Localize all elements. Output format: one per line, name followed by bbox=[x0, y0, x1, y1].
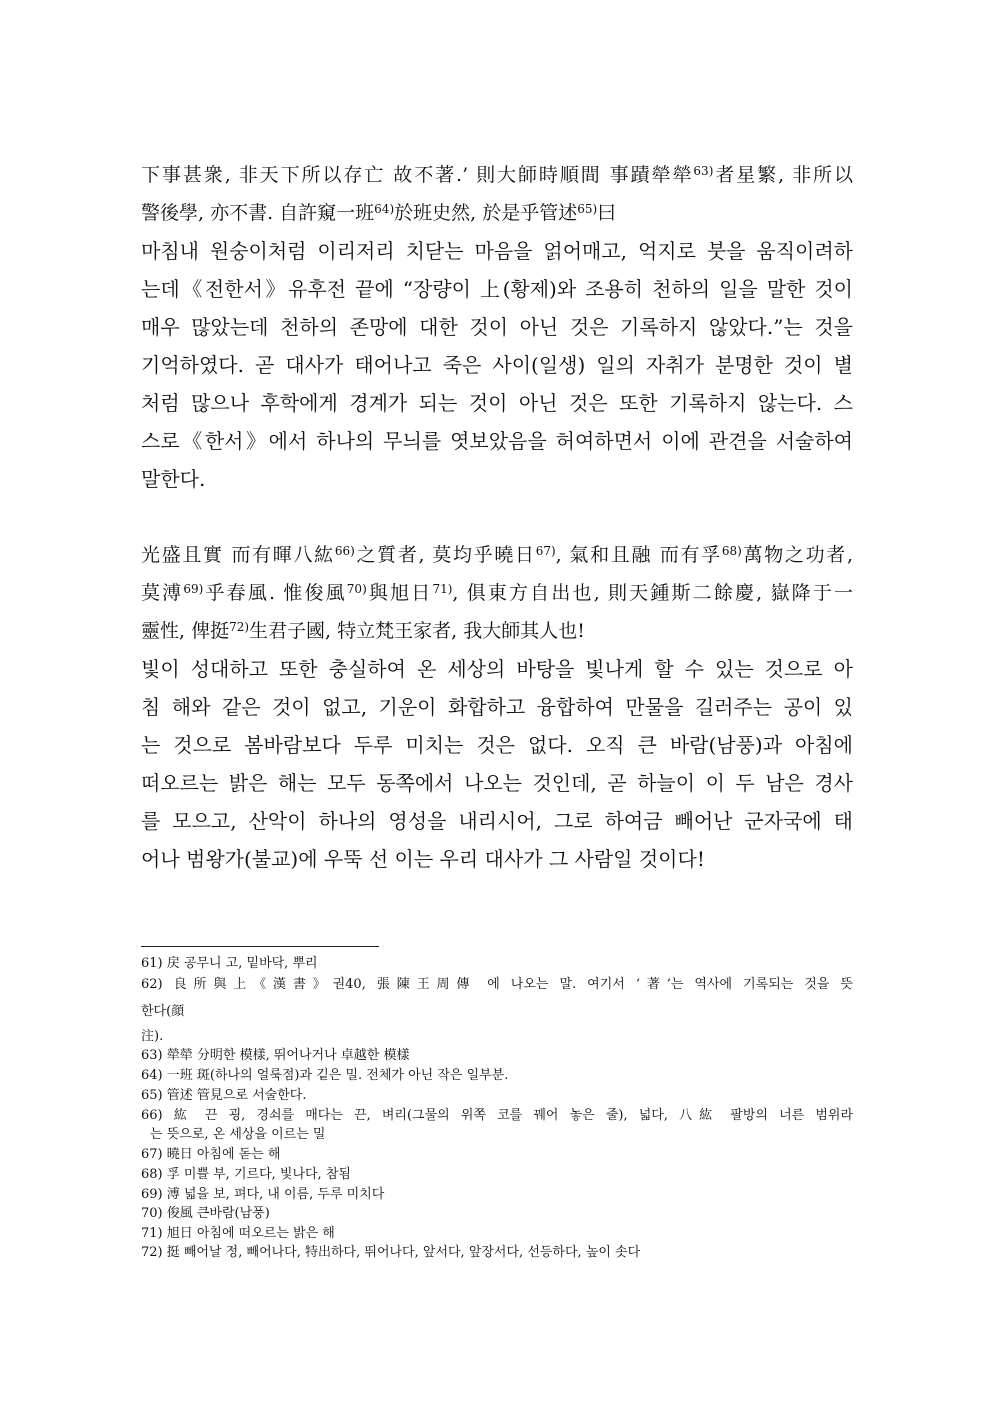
korean-text-line: 매우 많았는데 천하의 존망에 대한 것이 아닌 것은 기록하지 않았다.”는 것을 bbox=[141, 315, 853, 339]
footnote-item: 69) 溥 넓을 보, 펴다, 내 이름, 두루 미치다 bbox=[141, 1187, 385, 1202]
korean-text-line: 마침내 원숭이처럼 이리저리 치닫는 마음을 얽어매고, 억지로 붓을 움직이려하 bbox=[141, 239, 853, 263]
footnote-item: 66) 紘 끈 굉, 경쇠를 매다는 끈, 벼리(그물의 위쪽 코를 꿰어 놓은 줄), 넓다, 八紘 팔방의 너른 범위라 bbox=[141, 1108, 853, 1123]
korean-text-line: 말한다. bbox=[141, 467, 206, 491]
footnote-item: 61) 戻 공무니 고, 밑바닥, 뿌리 bbox=[141, 956, 318, 971]
korean-text-line: 는 것으로 봄바람보다 두루 미치는 것은 없다. 오직 큰 바람(남풍)과 아침에 bbox=[141, 733, 853, 757]
footnote-item: 68) 孚 미쁠 부, 기르다, 빛나다, 참됨 bbox=[141, 1167, 351, 1182]
footnote-item: 67) 曉日 아침에 돋는 해 bbox=[141, 1147, 281, 1162]
korean-text-line: 빛이 성대하고 또한 충실하여 온 세상의 바탕을 빛나게 할 수 있는 것으로 아 bbox=[141, 657, 853, 681]
footnote-separator bbox=[141, 946, 379, 947]
footnote-item: 注). bbox=[141, 1029, 164, 1044]
footnote-item: 72) 挺 빼어날 정, 빼어나다, 特出하다, 뛰어나다, 앞서다, 앞장서다, 선등하다, 높이 솟다 bbox=[141, 1245, 641, 1260]
footnote-item: 62) 良所與上《漢書》권40, 張陳王周傳 에 나오는 말. 여기서 ‘著’는 역사에 기록되는 것을 뜻 bbox=[141, 977, 853, 992]
footnote-item: 63) 犖犖 分明한 模樣, 뛰어나거나 卓越한 模樣 bbox=[141, 1048, 410, 1063]
footnote-ref[interactable]: 71) bbox=[432, 582, 453, 596]
footnote-item: 71) 旭日 아침에 떠오르는 밝은 해 bbox=[141, 1226, 335, 1241]
footnote-item: 65) 管述 管見으로 서술한다. bbox=[141, 1088, 307, 1103]
footnote-item: 한다(顔 bbox=[141, 1004, 185, 1019]
korean-text-line: 처럼 많으나 후학에게 경계가 되는 것이 아닌 것은 또한 기록하지 않는다. 스 bbox=[141, 391, 853, 415]
han-text-line: 靈性, 俾挺$^{72)}$生君子國, 特立梵王家者, 我大師其人也! bbox=[141, 620, 585, 642]
footnote-ref[interactable]: 63) bbox=[693, 164, 714, 178]
korean-text-line: 는데《전한서》유후전 끝에 “장량이 上(황제)와 조용히 천하의 일을 말한 것이 bbox=[141, 277, 853, 301]
footnote-ref[interactable]: 66) bbox=[334, 544, 355, 558]
han-text-line: 警後學, 亦不書. 自許窺一班$^{64)}$於班史然, 於是乎管述$^{65)}$曰 bbox=[141, 202, 617, 224]
han-text-line: 下事甚衆, 非天下所以存亡 故不著.’ 則大師時順間 事蹟犖犖$^{63)}$者星繁, 非所以 bbox=[141, 164, 853, 186]
korean-text-line: 를 모으고, 산악이 하나의 영성을 내리시어, 그로 하여금 빼어난 군자국에 태 bbox=[141, 809, 853, 833]
footnote-ref[interactable]: 65) bbox=[577, 202, 598, 216]
footnote-ref[interactable]: 67) bbox=[535, 544, 556, 558]
footnote-ref[interactable]: 72) bbox=[229, 620, 250, 634]
korean-text-line: 스로《한서》에서 하나의 무늬를 엿보았음을 허여하면서 이에 관견을 서술하여 bbox=[141, 429, 853, 453]
footnote-ref[interactable]: 70) bbox=[346, 582, 367, 596]
footnote-ref[interactable]: 68) bbox=[721, 544, 742, 558]
footnote-item: 70) 俊風 큰바람(남풍) bbox=[141, 1206, 270, 1221]
footnote-ref[interactable]: 69) bbox=[183, 582, 204, 596]
korean-text-line: 떠오르는 밝은 해는 모두 동쪽에서 나오는 것인데, 곧 하늘이 이 두 남은 경사 bbox=[141, 771, 853, 795]
footnote-item: 는 뜻으로, 온 세상을 이르는 밀 bbox=[150, 1127, 326, 1142]
korean-text-line: 기억하였다. 곧 대사가 태어나고 죽은 사이(일생) 일의 자취가 분명한 것이 별 bbox=[141, 353, 853, 377]
han-text-line: 光盛且實 而有暉八紘$^{66)}$之質者, 莫均乎曉日$^{67)}$, 氣和且融 而有孚$^{68)}$萬物之功者, bbox=[141, 544, 853, 566]
korean-text-line: 침 해와 같은 것이 없고, 기운이 화합하고 융합하여 만물을 길러주는 공이 있 bbox=[141, 695, 853, 719]
footnote-ref[interactable]: 64) bbox=[374, 202, 395, 216]
footnote-item: 64) 一班 斑(하나의 얼룩점)과 깉은 밀. 전체가 아닌 작은 일부분. bbox=[141, 1068, 509, 1083]
han-text-line: 莫溥$^{69)}$乎春風. 惟俊風$^{70)}$與旭日$^{71)}$, 俱東方自出也, 則天鍾斯二餘慶, 嶽降于一 bbox=[141, 582, 853, 604]
korean-text-line: 어나 범왕가(불교)에 우뚝 선 이는 우리 대사가 그 사람일 것이다! bbox=[141, 847, 705, 871]
